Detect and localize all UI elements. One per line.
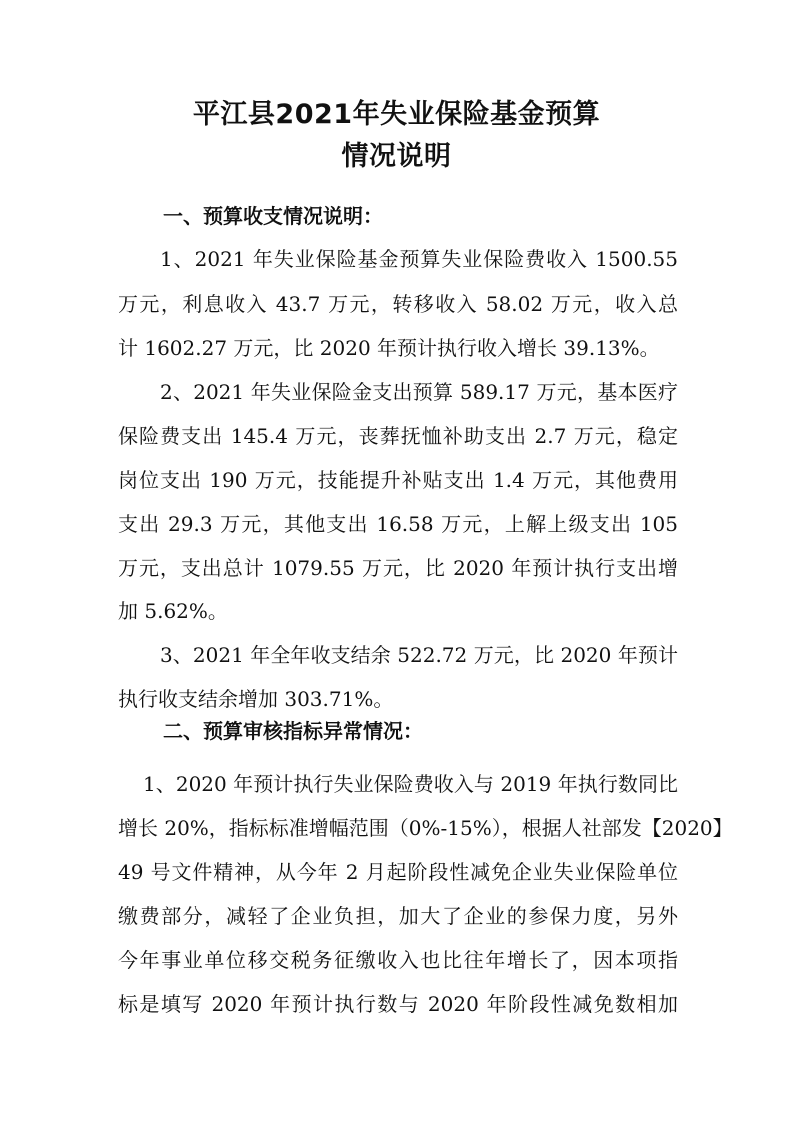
paragraph-line: 2、2021 年失业保险金支出预算 589.17 万元，基本医疗	[160, 380, 678, 404]
paragraph-line: 缴费部分，减轻了企业负担，加大了企业的参保力度，另外	[118, 904, 678, 928]
paragraph-line: 标是填写 2020 年预计执行数与 2020 年阶段性减免数相加	[118, 992, 678, 1016]
paragraph-line: 万元，利息收入 43.7 万元，转移收入 58.02 万元，收入总	[118, 292, 678, 316]
paragraph-line: 1、2020 年预计执行失业保险费收入与 2019 年执行数同比	[143, 772, 678, 796]
paragraph-line: 执行收支结余增加 303.71%。	[118, 687, 394, 711]
document-title: 平江县2021年失业保险基金预算	[192, 99, 601, 130]
paragraph-line: 万元，支出总计 1079.55 万元，比 2020 年预计执行支出增	[118, 556, 678, 580]
section-heading-audit: 二、预算审核指标异常情况：	[163, 719, 423, 743]
paragraph-line: 支出 29.3 万元，其他支出 16.58 万元，上解上级支出 105	[118, 512, 678, 536]
paragraph-line: 加 5.62%。	[118, 599, 228, 623]
paragraph-line: 3、2021 年全年收支结余 522.72 万元，比 2020 年预计	[160, 643, 678, 667]
paragraph-line: 今年事业单位移交税务征缴收入也比往年增长了，因本项指	[118, 948, 678, 972]
paragraph-line: 1、2021 年失业保险基金预算失业保险费收入 1500.55	[160, 247, 678, 271]
paragraph-line: 岗位支出 190 万元，技能提升补贴支出 1.4 万元，其他费用	[118, 468, 678, 492]
paragraph-line: 49 号文件精神，从今年 2 月起阶段性减免企业失业保险单位	[118, 860, 678, 884]
document-subtitle: 情况说明	[341, 141, 452, 172]
paragraph-line: 增长 20%，指标标准增幅范围（0%-15%），根据人社部发【2020】	[118, 816, 733, 840]
section-heading-budget: 一、预算收支情况说明：	[163, 204, 383, 228]
paragraph-line: 保险费支出 145.4 万元，丧葬抚恤补助支出 2.7 万元，稳定	[118, 424, 678, 448]
paragraph-line: 计 1602.27 万元，比 2020 年预计执行收入增长 39.13%。	[118, 336, 660, 360]
